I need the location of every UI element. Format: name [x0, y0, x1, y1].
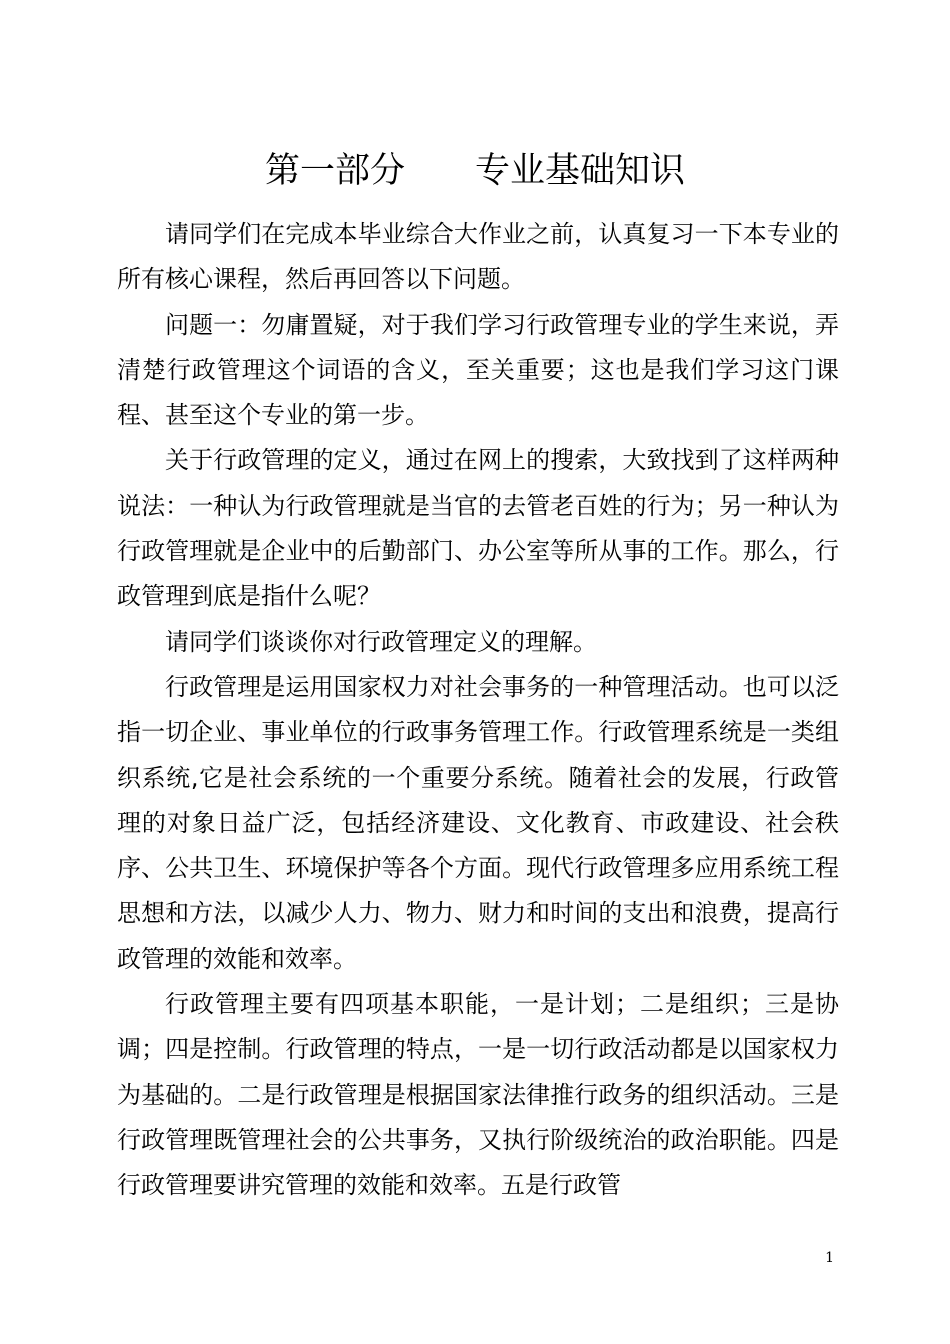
paragraph-answer-functions: 行政管理主要有四项基本职能，一是计划；二是组织；三是协调；四是控制。行政管理的特点，一是一切行政活动都是以国家权力为基础的。二是行政管理是根据国家法律推行政务的组织活动。三是行政管理既管理社会的公共事务，又执行阶级统治的政治职能。四是行政管理要讲究管理的效能和效率。五是行政管 [117, 990, 839, 1200]
section-title: 第一部分 专业基础知识 [264, 151, 685, 191]
body-text [117, 212, 839, 1209]
paragraph-answer-definition: 行政管理是运用国家权力对社会事务的一种管理活动。也可以泛指一切企业、事业单位的行政事务管理工作。行政管理系统是一类组织系统,它是社会系统的一个重要分系统。随着社会的发展，行政管理的对象日益广泛，包括经济建设、文化教育、市政建设、社会秩序、公共卫生、环境保护等各个方面。现代行政管理多应用系统工程思想和方法，以减少人力、物力、财力和时间的支出和浪费，提高行政管理的效能和效率。 [117, 672, 839, 973]
paragraph-intro: 请同学们在完成本毕业综合大作业之前，认真复习一下本专业的所有核心课程，然后再回答以下问题。 [117, 220, 839, 294]
paragraph-question-one: 问题一：勿庸置疑，对于我们学习行政管理专业的学生来说，弄清楚行政管理这个词语的含义，至关重要；这也是我们学习这门课程、甚至这个专业的第一步。 [117, 310, 839, 430]
paragraph-prompt: 请同学们谈谈你对行政管理定义的理解。 [165, 627, 597, 656]
paragraph-definitions: 关于行政管理的定义，通过在网上的搜索，大致找到了这样两种说法：一种认为行政管理就是当官的去管老百姓的行为；另一种认为行政管理就是企业中的后勤部门、办公室等所从事的工作。那么，行政管理到底是指什么呢？ [117, 446, 839, 611]
page-number: 1 [825, 1250, 834, 1266]
